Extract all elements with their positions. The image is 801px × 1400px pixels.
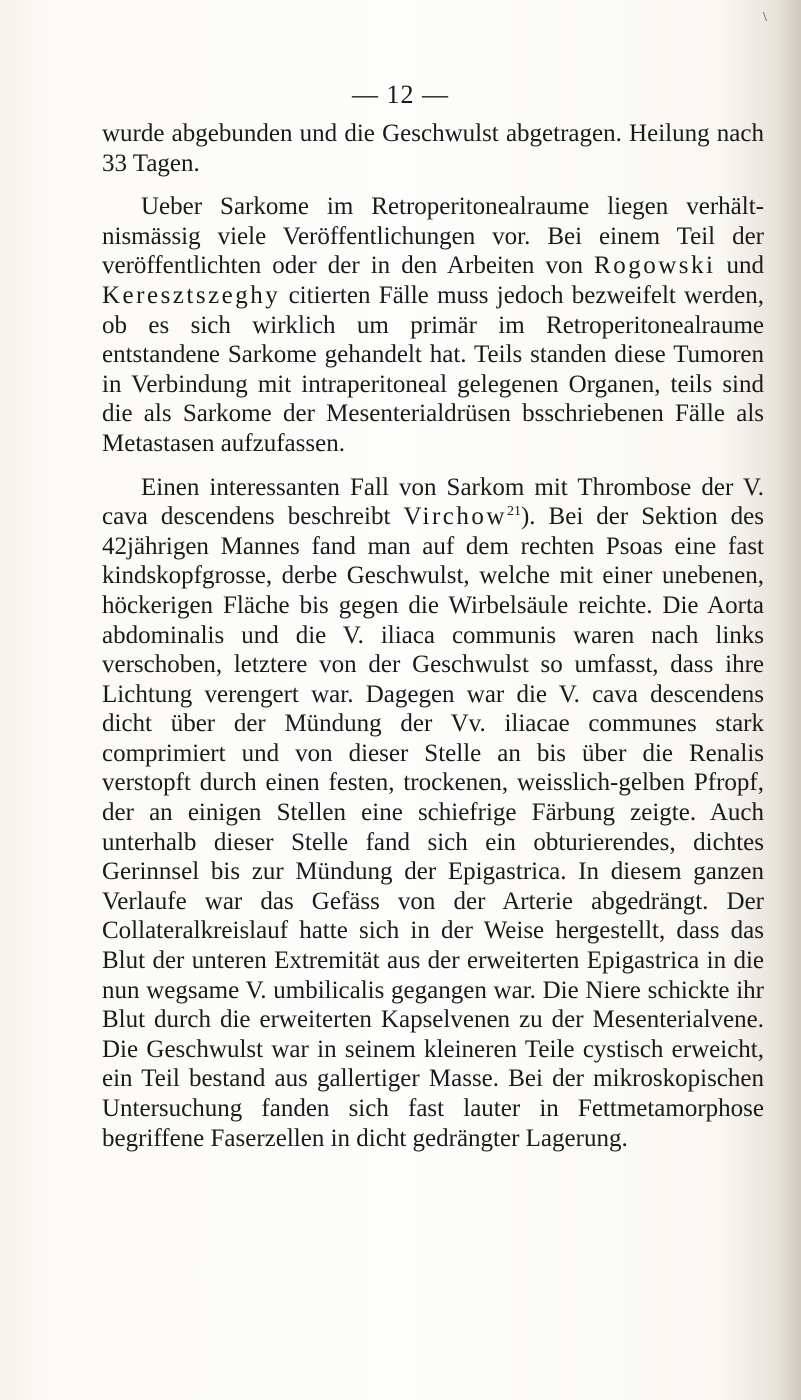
paragraph-3-text-2: ). Bei der Sektion des 42jährigen Mannes fand man auf dem rechten Psoas eine fast kindskopfgrosse, derbe Geschwulst, welche mit einer unebenen, höckerigen Fläche bis gegen die Wirbelsäule reichte. Die Aorta abdominalis und die V. iliaca communis waren nach links verschoben, letztere von der Geschwulst so umfasst, dass ihre Lichtung verengert war. Dagegen war die V. cava descendens dicht über der Mündung der Vv. iliacae communes stark comprimiert und von dieser Stelle an bis über die Renalis verstopft durch einen festen, trockenen, weisslich-gelben Pfropf, der an einigen Stellen eine schiefrige Färbung zeigte. Auch unterhalb dieser Stelle fand sich ein obturierendes, dichtes Gerinnsel bis zur Mündung der Epigastrica. In diesem ganzen Verlaufe war das Gefäss von der Arterie abgedrängt. Der Collateralkreislauf hatte sich in der Weise hergestellt, dass das Blut der unteren Extremität aus der erweiterten Epigastrica in die nun wegsame V. umbilicalis gegangen war. Die Niere schickte ihr Blut durch die erweiterten Kapselvenen zu der Mesenterialvene. Die Geschwulst war in seinem kleineren Teile cystisch erweicht, ein Teil bestand aus gallertiger Masse. Bei der mikroskopischen Untersuchung fanden sich fast lauter in Fettmetamorphose begriffene Faserzellen in dicht gedrängter Lagerung.	[102, 503, 764, 1152]
author-name-keresztszeghy: Keresztszeghy	[102, 281, 281, 309]
author-name-rogowski: Rogowski	[594, 252, 716, 280]
paragraph-1-text: wurde abgebunden und die Geschwulst abgetragen. Heilung nach 33 Tagen.	[102, 120, 764, 177]
paragraph-2	[102, 192, 764, 458]
paragraph-3	[102, 473, 764, 1154]
paragraph-1	[102, 119, 764, 178]
body-text	[102, 119, 764, 1153]
paragraph-2-text-3: citierten Fälle muss jedoch bezweifelt werden, ob es sich wirklich um primär im Retroperitonealraume entstandene Sarkome gehandelt hat. Teils standen diese Tumoren in Verbindung mit intraperitoneal gelegenen Organen, teils sind die als Sarkome der Mesenterialdrüsen bsschriebenen Fälle als Metastasen aufzufassen.	[102, 281, 764, 457]
page-number: — 12 —	[352, 80, 449, 109]
paragraph-3-text-1: Einen interessanten Fall von Sarkom mit Thrombose der V. cava descendens beschreibt	[102, 473, 764, 531]
paragraph-2-text-2: und	[715, 252, 764, 280]
paragraph-2-text-1: Ueber Sarkome im Retroperitonealraume liegen verhältnismässig viele Veröffentlichungen vor. Bei einem Teil der veröffentlichten oder der in den Arbeiten von	[102, 193, 764, 280]
author-name-virchow: Virchow	[403, 503, 507, 531]
page-mark: \	[763, 10, 767, 25]
footnote-reference: 21	[506, 504, 521, 520]
